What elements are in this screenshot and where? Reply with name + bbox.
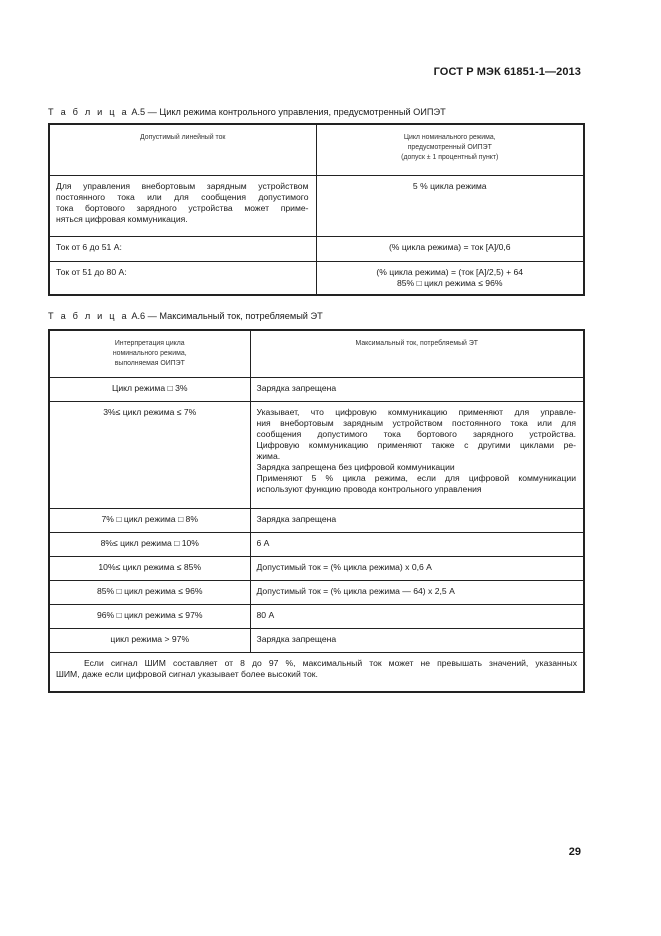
table-a5-row3-right: (% цикла режима) = (ток [А]/2,5) + 64 85% □ цикл режима ≤ 96% bbox=[316, 261, 584, 295]
table-row bbox=[49, 508, 584, 532]
table-a6-row4-right: 6 А bbox=[250, 532, 584, 556]
document-id: ГОСТ Р МЭК 61851-1—2013 bbox=[433, 66, 581, 78]
table-a6-row5-left: 10%≤ цикл режима ≤ 85% bbox=[49, 556, 250, 580]
table-a6-row4-left: 8%≤ цикл режима □ 10% bbox=[49, 532, 250, 556]
table-a6-row8-right: Зарядка запрещена bbox=[250, 628, 584, 652]
table-a6-caption-text: А.6 — Максимальный ток, потребляемый ЭТ bbox=[128, 311, 323, 321]
table-a5-row3-left: Ток от 51 до 80 А: bbox=[49, 261, 316, 295]
table-a5-caption-text: А.5 — Цикл режима контрольного управления, предусмотренный ОИПЭТ bbox=[128, 107, 446, 117]
table-a6-row3-left: 7% □ цикл режима □ 8% bbox=[49, 508, 250, 532]
table-a6-row5-right: Допустимый ток = (% цикла режима) х 0,6 А bbox=[250, 556, 584, 580]
table-a5-row2-left: Ток от 6 до 51 А: bbox=[49, 236, 316, 261]
table-a6-row1-right: Зарядка запрещена bbox=[250, 377, 584, 401]
table-a5 bbox=[48, 123, 585, 296]
table-a6-row6-left: 85% □ цикл режима ≤ 96% bbox=[49, 580, 250, 604]
table-a6-row7-left: 96% □ цикл режима ≤ 97% bbox=[49, 604, 250, 628]
table-row bbox=[49, 236, 584, 261]
table-a6-row6-right: Допустимый ток = (% цикла режима — 64) х 2,5 А bbox=[250, 580, 584, 604]
table-a6-caption bbox=[48, 311, 323, 321]
table-row bbox=[49, 604, 584, 628]
table-a6-header-row bbox=[49, 330, 584, 377]
table-a6-caption-label: Т а б л и ц а bbox=[48, 311, 129, 321]
table-row bbox=[49, 175, 584, 236]
table-row bbox=[49, 401, 584, 508]
table-row bbox=[49, 377, 584, 401]
table-row bbox=[49, 628, 584, 652]
table-a6-col2-header: Максимальный ток, потребляемый ЭТ bbox=[250, 330, 584, 377]
table-a6-row2-left: 3%≤ цикл режима ≤ 7% bbox=[49, 401, 250, 508]
table-a5-col2-header: Цикл номинального режима, предусмотренный ОИПЭТ (допуск ± 1 процентный пункт) bbox=[316, 124, 584, 175]
table-a6-col1-header: Интерпретация цикла номинального режима, выполняемая ОИПЭТ bbox=[49, 330, 250, 377]
table-a6 bbox=[48, 329, 585, 693]
table-row bbox=[49, 532, 584, 556]
table-row bbox=[49, 580, 584, 604]
table-row bbox=[49, 556, 584, 580]
table-a6-row8-left: цикл режима > 97% bbox=[49, 628, 250, 652]
table-a6-row2-right: Указывает, что цифровую коммуникацию применяют для управле- ния внебортовым зарядным устройством постоянного тока или для сообщения допустимого тока бортового зарядного устройства. Цифровую коммуникацию применяют также с другими циклами ре- жима. Зарядка запрещена без цифровой коммуникации Применяют 5 % цикла режима, если для цифровой коммуникации используют функцию провода контрольного управления bbox=[250, 401, 584, 508]
table-a5-caption-label: Т а б л и ц а bbox=[48, 107, 129, 117]
table-a6-row1-left: Цикл режима □ 3% bbox=[49, 377, 250, 401]
table-a6-row3-right: Зарядка запрещена bbox=[250, 508, 584, 532]
table-row bbox=[49, 261, 584, 295]
table-a5-row1-right: 5 % цикла режима bbox=[316, 175, 584, 236]
table-a5-row2-right: (% цикла режима) = ток [А]/0,6 bbox=[316, 236, 584, 261]
table-a5-col1-header: Допустимый линейный ток bbox=[49, 124, 316, 175]
table-a6-footnote: Если сигнал ШИМ составляет от 8 до 97 %, максимальный ток может не превышать значений, указанных ШИМ, даже если цифровой сигнал указывает более высокий ток. bbox=[49, 652, 584, 692]
table-a6-row7-right: 80 А bbox=[250, 604, 584, 628]
table-a5-caption bbox=[48, 107, 446, 117]
page-number: 29 bbox=[568, 846, 581, 858]
table-a6-footnote-row bbox=[49, 652, 584, 692]
table-a5-row1-left: Для управления внебортовым зарядным устройством постоянного тока или для сообщения допустимого тока бортового зарядного устройства может приме- няться цифровая коммуникация. bbox=[49, 175, 316, 236]
table-a5-header-row bbox=[49, 124, 584, 175]
